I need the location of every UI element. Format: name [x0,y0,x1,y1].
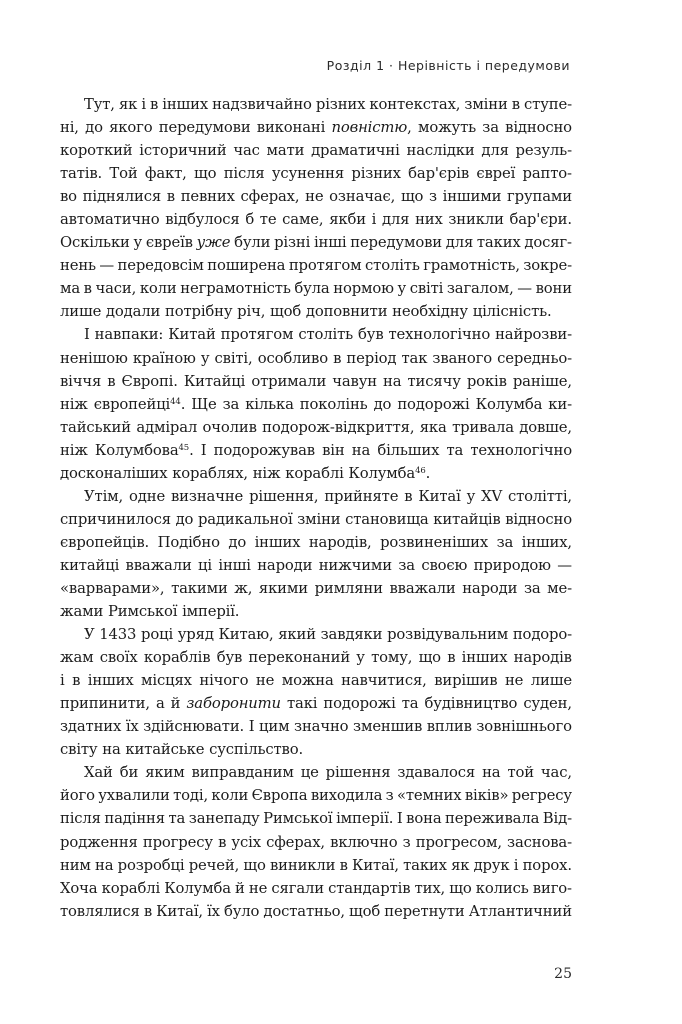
text-line: світу на китайське суспільство. [60,741,304,759]
text-line: європейців. Подібно до інших народів, розвиненіших за інших, [60,533,572,551]
text-line: жам своїх кораблів був переконаний у тому, що в інших народів [60,649,572,667]
text-line: ніж європейці$^{44}$. Ще за кілька поколінь до подорожі Колумба ки- [60,395,572,413]
text-line: Оскільки у євреїв уже були різні інші передумови для таких досяг- [60,234,572,252]
text-line: ма в часи, коли неграмотність була нормою у світі загалом, — вони [60,280,572,298]
text-line: Хай би яким виправданим це рішення здавалося на той час, [84,764,572,782]
text-line: Хоча кораблі Колумба й не сягали стандартів тих, що колись виго- [60,879,572,897]
text-line: товлялися в Китаї, їх було достатньо, щоб перетнути Атлантичний [60,902,572,920]
text-line: після падіння та занепаду Римської імперії. І вона переживала Від- [60,810,572,828]
body-text [60,93,572,923]
text-line: І навпаки: Китай протягом століть був технологічно найрозви- [84,326,572,344]
text-line: ненішою країною у світі, особливо в період так званого середньо- [60,349,572,367]
text-line: Утім, одне визначне рішення, прийняте в Китаї у XV столітті, [84,487,572,505]
text-line: Тут, як і в інших надзвичайно різних контекстах, зміни в ступе- [84,96,572,113]
text-line: родження прогресу в усіх сферах, включно з прогресом, заснова- [60,833,572,851]
text-line: китайці вважали ці інші народи нижчими за своєю природою — [60,556,572,574]
text-line: У 1433 році уряд Китаю, який завдяки розвідувальним подоро- [84,626,572,644]
text-line: припинити, а й заборонити такі подорожі та будівництво суден, [60,695,572,713]
text-line: здатних їх здійснювати. І цим значно зменшив вплив зовнішнього [60,718,572,736]
running-head: Розділ 1 · Нерівність і передумови [326,58,570,73]
text-line: віччя в Європі. Китайці отримали чавун на тисячу років раніше, [60,372,572,390]
text-line: нень — передовсім поширена протягом століть грамотність, зокре- [60,257,572,275]
text-line: і в інших місцях нічого не можна навчитися, вирішив не лише [60,672,572,690]
text-line: «варварами», такими ж, якими римляни вважали народи за ме- [60,579,572,597]
text-line: спричинилося до радикальної зміни становища китайців відносно [60,510,572,528]
text-line: досконаліших кораблях, ніж кораблі Колумба$^{46}$. [60,464,431,482]
page-number: 25 [554,966,572,982]
text-line: ні, до якого передумови виконані повністю, можуть за відносно [60,119,572,137]
text-line: ніж Колумбова$^{45}$. І подорожував він на більших та технологічно [60,441,572,459]
text-line: автоматично відбулося б те саме, якби і для них зникли бар'єри. [60,211,572,229]
text-line: короткий історичний час мати драматичні наслідки для резуль- [60,142,572,160]
text-line: татів. Той факт, що після усунення різних бар'єрів євреї рапто- [60,165,572,183]
text-line: ним на розробці речей, що виникли в Китаї, таких як друк і порох. [60,856,572,874]
text-line: жами Римської імперії. [60,603,240,621]
text-line: тайський адмірал очолив подорож-відкриття, яка тривала довше, [60,418,572,436]
text-line: во піднялися в певних сферах, не означає, що з іншими групами [60,188,572,206]
text-line: його ухвалили тоді, коли Європа виходила з «темних віків» регресу [60,787,572,805]
text-line: лише додали потрібну річ, щоб доповнити необхідну цілісність. [60,303,552,321]
